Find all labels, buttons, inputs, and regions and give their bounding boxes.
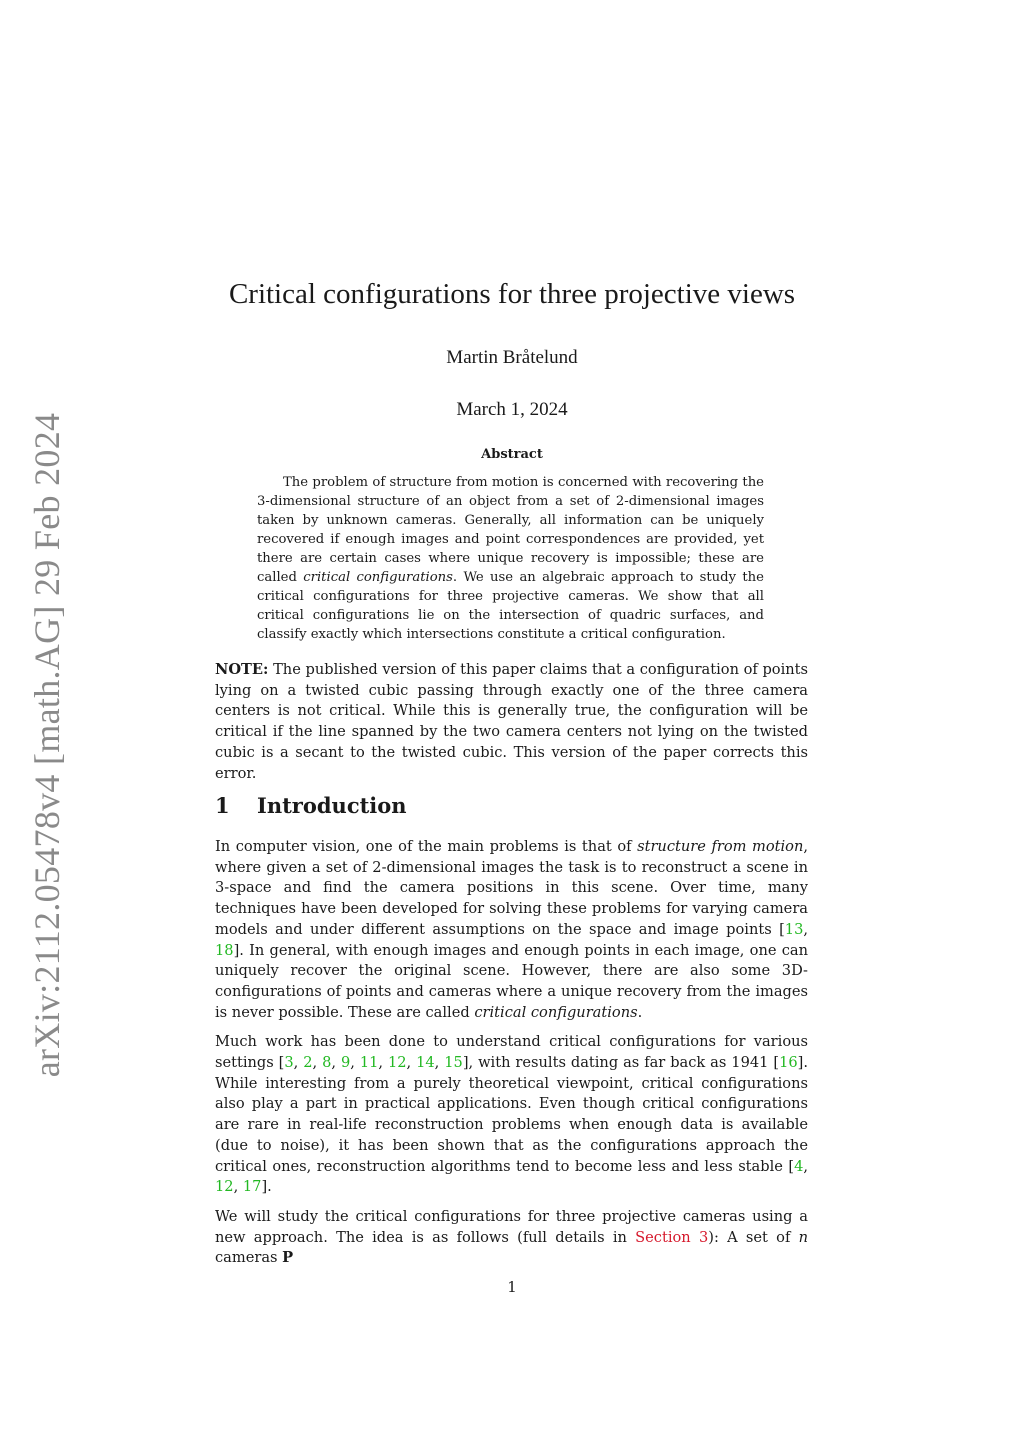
citation-link[interactable]: 4 (794, 1157, 804, 1175)
text: ]. While interesting from a purely theoretical viewpoint, critical configurations also play a part in practical applications. Even though critical configurations are rare in real-life reconstruction problems when enough data is available (due to noise), it has been shown that as the configurations approach the critical ones, reconstruction algorithms tend to become less and less stable [ (215, 1054, 808, 1175)
abstract-text: . We use an algebraic approach to study the critical configurations for three projective cameras. We show that all critical configurations lie on the intersection of quadric surfaces, and classify exactly which intersections constitute a critical configuration. (257, 570, 764, 642)
text: , where given a set of 2-dimensional images the task is to reconstruct a scene in 3-space and find the camera positions in this scene. Over time, many techniques have been developed for solving these problems for varying camera models and under different assumptions on the space and image points [ (215, 838, 808, 938)
abstract-heading: Abstract (481, 447, 543, 462)
note-paragraph (215, 660, 808, 784)
emphasis: critical configurations (474, 1003, 638, 1021)
paragraph: Much work has been done to understand critical configurations for various settings [3, 2, 8, 9, 11, 12, 14, 15], with results dating as far back as 1941 [16]. While interesting from a purely theoretical viewpoint, critical configurations also play a part in practical applications. Even though critical configurations are rare in real-life reconstruction problems when enough data is available (due to noise), it has been shown that as the configurations approach the critical ones, reconstruction algorithms tend to become less and less stable [4, 12, 17]. (215, 1033, 808, 1196)
text: In computer vision, one of the main problems is that of (215, 838, 638, 855)
arxiv-identifier: arXiv:2112.05478v4 [math.AG] 29 Feb 2024 (27, 412, 67, 1078)
citation-link[interactable]: 8 (322, 1054, 332, 1072)
arxiv-sidebar (20, 412, 75, 1078)
section-title: Introduction (257, 793, 407, 818)
introduction-body (215, 837, 808, 1278)
section-heading (215, 793, 407, 818)
math-symbol: P (282, 1249, 294, 1267)
text: cameras (215, 1249, 283, 1267)
emphasis: structure from motion (637, 838, 804, 855)
math-variable: n (798, 1228, 809, 1246)
paper-author: Martin Bråtelund (446, 347, 578, 368)
citation-link[interactable]: 11 (359, 1054, 379, 1072)
text: ], with results dating as far back as 1941 [ (462, 1054, 780, 1072)
abstract-paragraph (257, 473, 764, 644)
paragraph (215, 1207, 808, 1269)
section-reference-link[interactable]: Section 3 (635, 1228, 709, 1246)
citation-link[interactable]: 12 (215, 1178, 234, 1196)
paragraph: In computer vision, one of the main problems is that of structure from motion, where given a set of 2-dimensional images the task is to reconstruct a scene in 3-space and find the camera positions in this scene. Over time, many techniques have been developed for solving these problems for varying camera models and under different assumptions on the space and image points [13, 18]. In general, with enough images and enough points in each image, one can uniquely recover the original scene. However, there are also some 3D-configurations of points and cameras where a unique recovery from the images is never possible. These are called critical configurations. (215, 838, 808, 1021)
citation-link[interactable]: 9 (340, 1054, 351, 1072)
paper-date: March 1, 2024 (456, 399, 568, 420)
citation-link[interactable]: 18 (215, 941, 234, 959)
page-number: 1 (507, 1278, 517, 1296)
citation-link[interactable]: 12 (387, 1054, 407, 1072)
citation-link[interactable]: 3 (284, 1054, 294, 1072)
note-text: The published version of this paper claims that a configuration of points lying on a twisted cubic passing through exactly one of the three camera centers is not critical. While this is generally true, the configuration will be critical if the line spanned by the two camera centers not lying on the twisted cubic is a secant to the twisted cubic. This version of the paper corrects this error. (215, 661, 808, 782)
text: ]. In general, with enough images and enough points in each image, one can uniquely recover the original scene. However, there are also some 3D-configurations of points and cameras where a unique recovery from the images is never possible. These are called (215, 941, 808, 1021)
abstract-body (257, 473, 764, 644)
citation-link[interactable]: 17 (242, 1178, 262, 1196)
text: Much work has been done to understand critical configurations for various settings [ (215, 1033, 808, 1072)
text: ): A set of (708, 1228, 799, 1246)
erratum-note (215, 660, 808, 784)
text: . (637, 1003, 643, 1021)
text: ]. (261, 1178, 272, 1196)
citation-link[interactable]: 13 (784, 920, 804, 938)
text: We will study the critical configurations for three projective cameras using a new approach. The idea is as follows (full details in (215, 1207, 808, 1246)
citation-link[interactable]: 2 (303, 1054, 313, 1072)
citation-link[interactable]: 14 (416, 1054, 435, 1072)
paper-title: Critical configurations for three projective views (228, 278, 796, 310)
citation-link[interactable]: 16 (779, 1054, 798, 1072)
abstract-text: The problem of structure from motion is concerned with recovering the 3-dimensional structure of an object from a set of 2-dimensional images taken by unknown cameras. Generally, all information can be uniquely recovered if enough images and point correspondences are provided, yet there are certain cases where unique recovery is impossible; these are called (257, 475, 764, 585)
citation-link[interactable]: 15 (444, 1054, 463, 1072)
abstract-emphasis: critical configurations (303, 570, 453, 585)
note-label: NOTE: (215, 661, 269, 678)
section-number: 1 (215, 793, 230, 818)
